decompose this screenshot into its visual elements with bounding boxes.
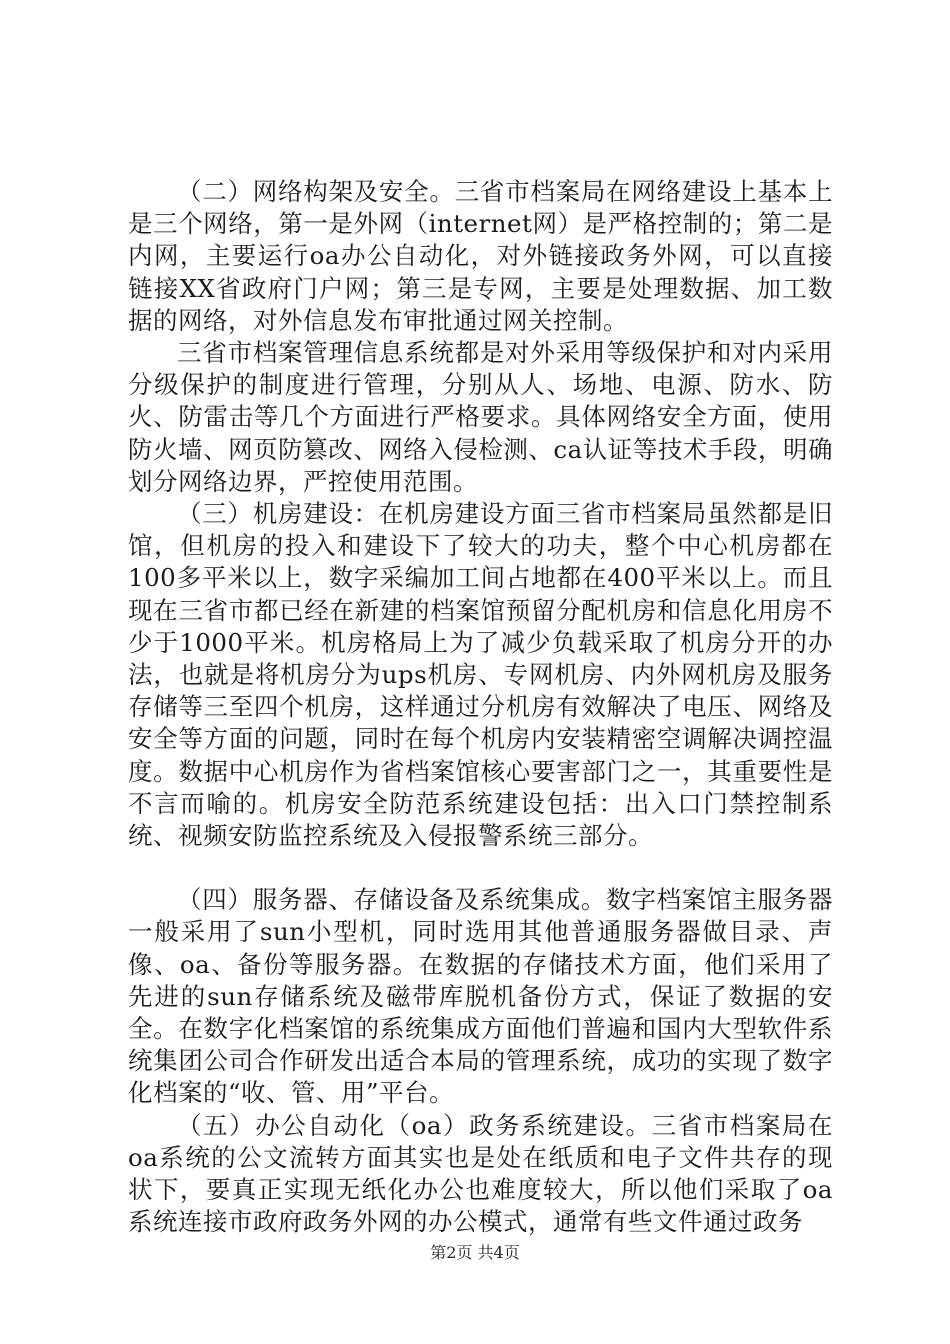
document-body (128, 176, 833, 1239)
paragraph-machine-room: （三）机房建设：在机房建设方面三省市档案局虽然都是旧馆，但机房的投入和建设下了较大的功夫，整个中心机房都在100多平米以上，数字采编加工间占地都在400平米以上。而且现在三省市都已经在新建的档案馆预留分配机房和信息化用房不少于1000平米。机房格局上为了减少负载采取了机房分开的办法，也就是将机房分为ups机房、专网机房、内外网机房及服务存储等三至四个机房，这样通过分机房有效解决了电压、网络及安全等方面的问题，同时在每个机房内安装精密空调解决调控温度。数据中心机房作为省档案馆核心要害部门之一，其重要性是不言而喻的。机房安全防范系统建设包括：出入口门禁控制系统、视频安防监控系统及入侵报警系统三部分。 (128, 499, 833, 851)
paragraph-network-architecture: （二）网络构架及安全。三省市档案局在网络建设上基本上是三个网络，第一是外网（internet网）是严格控制的；第二是内网，主要运行oa办公自动化，对外链接政务外网，可以直接链接XX省政府门户网；第三是专网，主要是处理数据、加工数据的网络，对外信息发布审批通过网关控制。 (128, 177, 833, 335)
paragraph-office-automation: （五）办公自动化（oa）政务系统建设。三省市档案局在oa系统的公文流转方面其实也是处在纸质和电子文件共存的现状下，要真正实现无纸化办公也难度较大，所以他们采取了oa系统连接市政府政务外网的办公模式，通常有些文件通过政务 (128, 1110, 833, 1237)
page-number-footer: 第2页 共4页 (430, 1243, 520, 1262)
paragraph-gap (128, 852, 833, 884)
paragraph-security-management: 三省市档案管理信息系统都是对外采用等级保护和对内采用分级保护的制度进行管理，分别从人、场地、电源、防水、防火、防雷击等几个方面进行严格要求。具体网络安全方面，使用防火墙、网页防篡改、网络入侵检测、ca认证等技术手段，明确划分网络边界，严控使用范围。 (128, 338, 833, 496)
paragraph-servers-storage: （四）服务器、存储设备及系统集成。数字档案馆主服务器一般采用了sun小型机，同时选用其他普通服务器做目录、声像、oa、备份等服务器。在数据的存储技术方面，他们采用了先进的sun存储系统及磁带库脱机备份方式，保证了数据的安全。在数字化档案馆的系统集成方面他们普遍和国内大型软件系统集团公司合作研发出适合本局的管理系统，成功的实现了数字化档案的“收、管、用”平台。 (128, 885, 833, 1108)
